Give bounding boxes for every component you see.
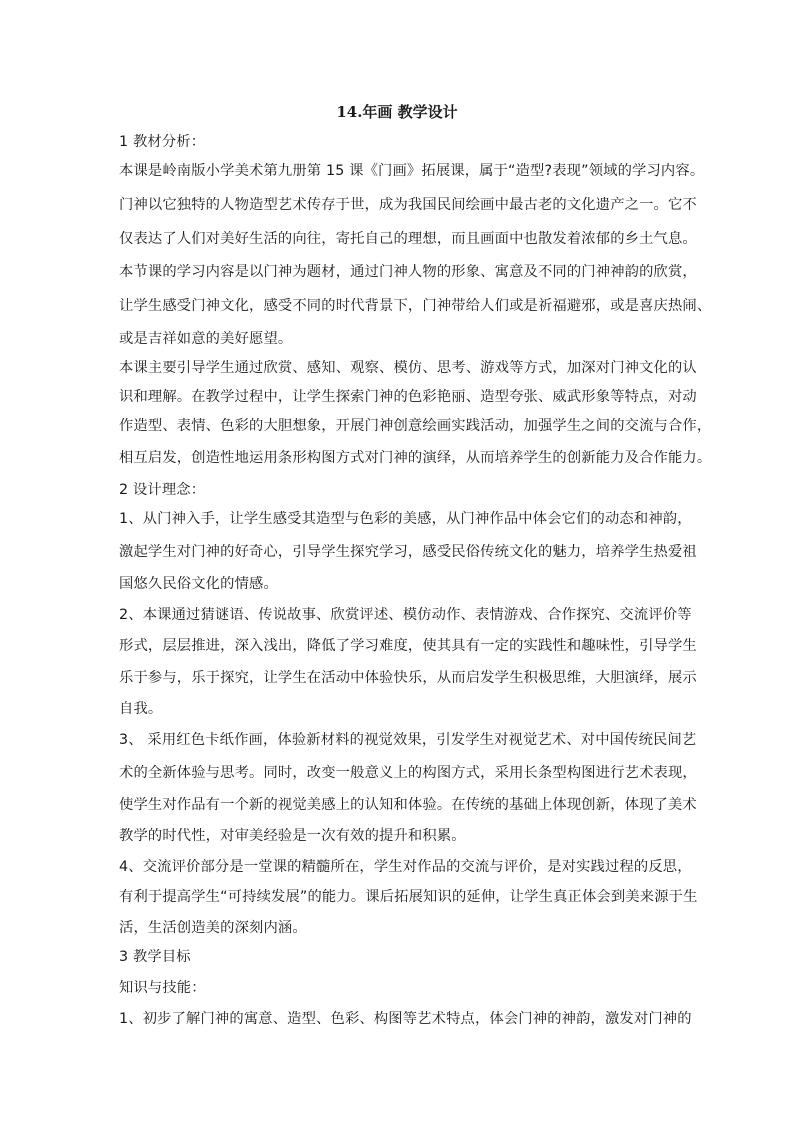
text-line: 1、初步了解门神的寓意、造型、色彩、构图等艺术特点，体会门神的神韵，激发对门神的 [119, 1011, 692, 1027]
text-line: 国悠久民俗文化的情感。 [119, 576, 278, 592]
text-line: 自我。 [119, 701, 163, 717]
text-line: 活，生活创造美的深刻内涵。 [119, 920, 307, 936]
text-line: 3、 采用红色卡纸作画，体验新材料的视觉效果，引发学生对视觉艺术、对中国传统民间艺 [119, 732, 697, 748]
text-line: 有利于提高学生“可持续发展”的能力。课后拓展知识的延伸，让学生真正体会到美来源于生 [119, 889, 698, 905]
page-title: 14.年画 教学设计 [336, 103, 458, 121]
heading-teaching-goals: 3 教学目标 [119, 949, 191, 965]
text-line: 2、本课通过猜谜语、传说故事、欣赏评述、模仿动作、表情游戏、合作探究、交流评价等 [119, 607, 692, 623]
text-line: 乐于参与，乐于探究，让学生在活动中体验快乐，从而启发学生积极思维，大胆演绎，展示 [119, 670, 697, 686]
text-line: 或是吉祥如意的美好愿望。 [119, 331, 293, 347]
text-line: 术的全新体验与思考。同时，改变一般意义上的构图方式，采用长条型构图进行艺术表现， [119, 765, 697, 781]
text-line: 教学的时代性，对审美经验是一次有效的提升和积累。 [119, 828, 466, 844]
subheading-knowledge-skills: 知识与技能： [119, 980, 206, 996]
text-line: 激起学生对门神的好奇心，引导学生探究学习，感受民俗传统文化的魅力，培养学生热爱祖 [119, 544, 697, 560]
text-line: 4、交流评价部分是一堂课的精髓所在，学生对作品的交流与评价，是对实践过程的反思， [119, 859, 692, 875]
text-line: 形式，层层推进，深入浅出，降低了学习难度，使其具有一定的实践性和趣味性，引导学生 [119, 638, 697, 654]
text-line: 使学生对作品有一个新的视觉美感上的认知和体验。在传统的基础上体现创新，体现了美术 [119, 797, 697, 813]
heading-textbook-analysis: 1 教材分析： [119, 134, 206, 150]
text-line: 本课主要引导学生通过欣赏、感知、观察、模仿、思考、游戏等方式，加深对门神文化的认 [119, 360, 697, 376]
text-line: 仅表达了人们对美好生活的向往，寄托自己的理想，而且画面中也散发着浓郁的乡土气息。 [119, 231, 697, 247]
text-line: 让学生感受门神文化，感受不同的时代背景下，门神带给人们或是祈福避邪，或是喜庆热闹、 [119, 298, 712, 314]
text-line: 本节课的学习内容是以门神为题材，通过门神人物的形象、寓意及不同的门神神韵的欣赏， [119, 264, 697, 280]
text-line: 作造型、表情、色彩的大胆想象，开展门神创意绘画实践活动，加强学生之间的交流与合作， [119, 418, 712, 434]
text-line: 识和理解。在教学过程中，让学生探索门神的色彩艳丽、造型夸张、威武形象等特点，对动 [119, 389, 697, 405]
text-line: 1、从门神入手，让学生感受其造型与色彩的美感，从门神作品中体会它们的动态和神韵， [119, 511, 692, 527]
text-line: 相互启发，创造性地运用条形构图方式对门神的演绎，从而培养学生的创新能力及合作能力。 [119, 450, 712, 466]
heading-design-concept: 2 设计理念： [119, 482, 206, 498]
text-line: 门神以它独特的人物造型艺术传存于世，成为我国民间绘画中最古老的文化遗产之一。它不 [119, 197, 697, 213]
text-line: 本课是岭南版小学美术第九册第 15 课《门画》拓展课，属于“造型?表现”领域的学习内容。 [119, 163, 705, 179]
